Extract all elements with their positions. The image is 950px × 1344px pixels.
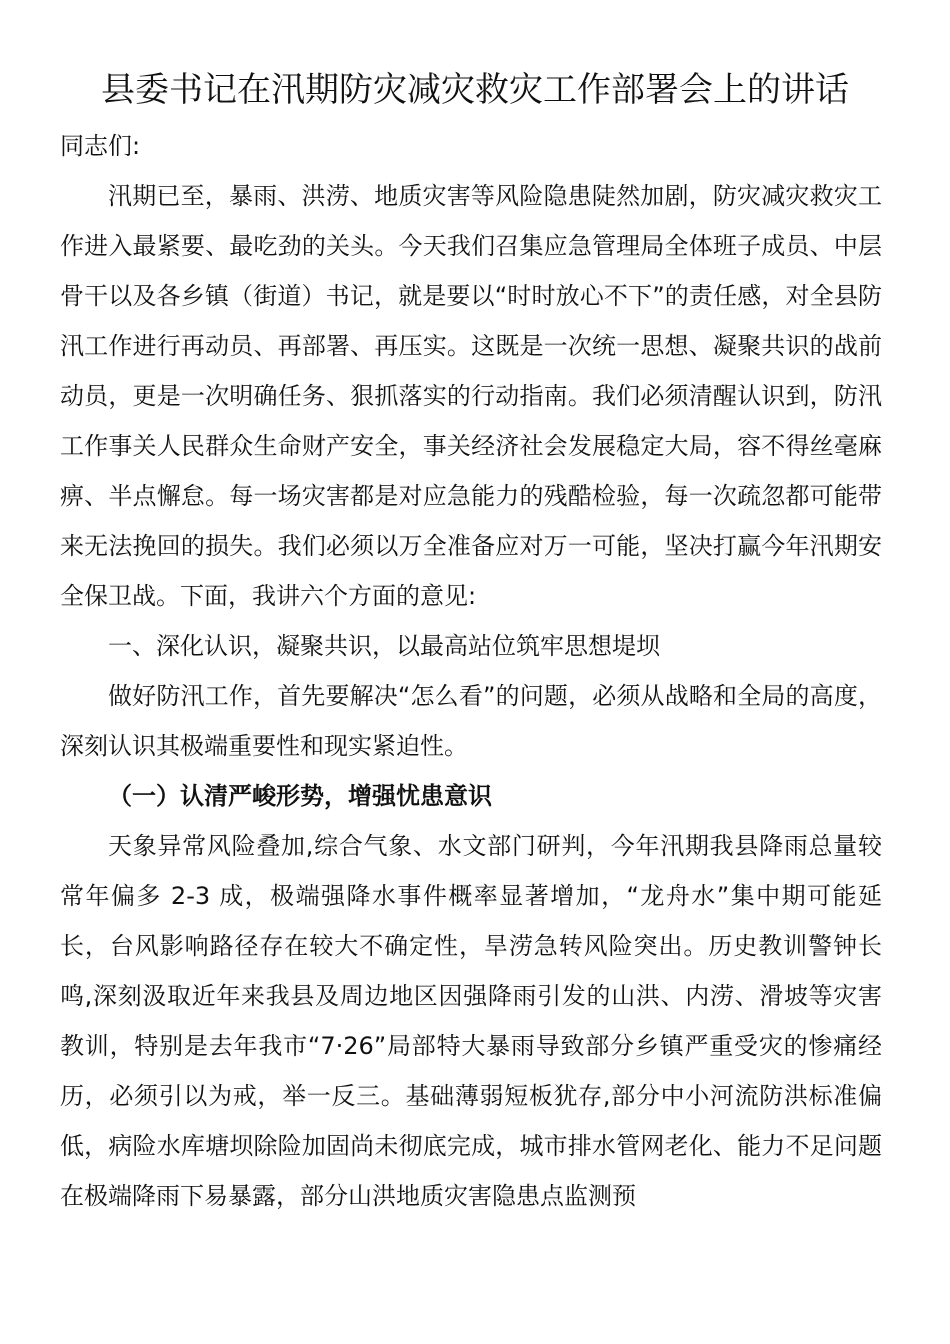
document-title: 县委书记在汛期防灾减灾救灾工作部署会上的讲话 <box>101 70 849 110</box>
section-one-paragraph: 做好防汛工作，首先要解决“怎么看”的问题，必须从战略和全局的高度，深刻认识其极端重要性和现实紧迫性。 <box>60 682 882 760</box>
document-body <box>60 121 882 1221</box>
section-one-heading: 一、深化认识，凝聚共识，以最高站位筑牢思想堤坝 <box>108 632 660 660</box>
intro-paragraph: 汛期已至，暴雨、洪涝、地质灾害等风险隐患陡然加剧，防灾减灾救灾工作进入最紧要、最吃劲的关头。今天我们召集应急管理局全体班子成员、中层骨干以及各乡镇（街道）书记，就是要以“时时放心不下”的责任感，对全县防汛工作进行再动员、再部署、再压实。这既是一次统一思想、凝聚共识的战前动员，更是一次明确任务、狠抓落实的行动指南。我们必须清醒认识到，防汛工作事关人民群众生命财产安全，事关经济社会发展稳定大局，容不得丝毫麻痹、半点懈怠。每一场灾害都是对应急能力的残酷检验，每一次疏忽都可能带来无法挽回的损失。我们必须以万全准备应对万一可能，坚决打赢今年汛期安全保卫战。下面，我讲六个方面的意见: <box>60 182 882 610</box>
subsection-one-heading: （一）认清严峻形势，增强忧患意识 <box>108 782 492 810</box>
subsection-one-paragraph: 天象异常风险叠加,综合气象、水文部门研判，今年汛期我县降雨总量较常年偏多 2-3 成，极端强降水事件概率显著增加，“龙舟水”集中期可能延长，台风影响路径存在较大不确定性，旱涝急转风险突出。历史教训警钟长鸣,深刻汲取近年来我县及周边地区因强降雨引发的山洪、内涝、滑坡等灾害教训，特别是去年我市“7·26”局部特大暴雨导致部分乡镇严重受灾的惨痛经历，必须引以为戒，举一反三。基础薄弱短板犹存,部分中小河流防洪标准偏低，病险水库塘坝除险加固尚未彻底完成，城市排水管网老化、能力不足问题在极端降雨下易暴露，部分山洪地质灾害隐患点监测预 <box>60 832 882 1210</box>
salutation: 同志们: <box>60 132 141 160</box>
